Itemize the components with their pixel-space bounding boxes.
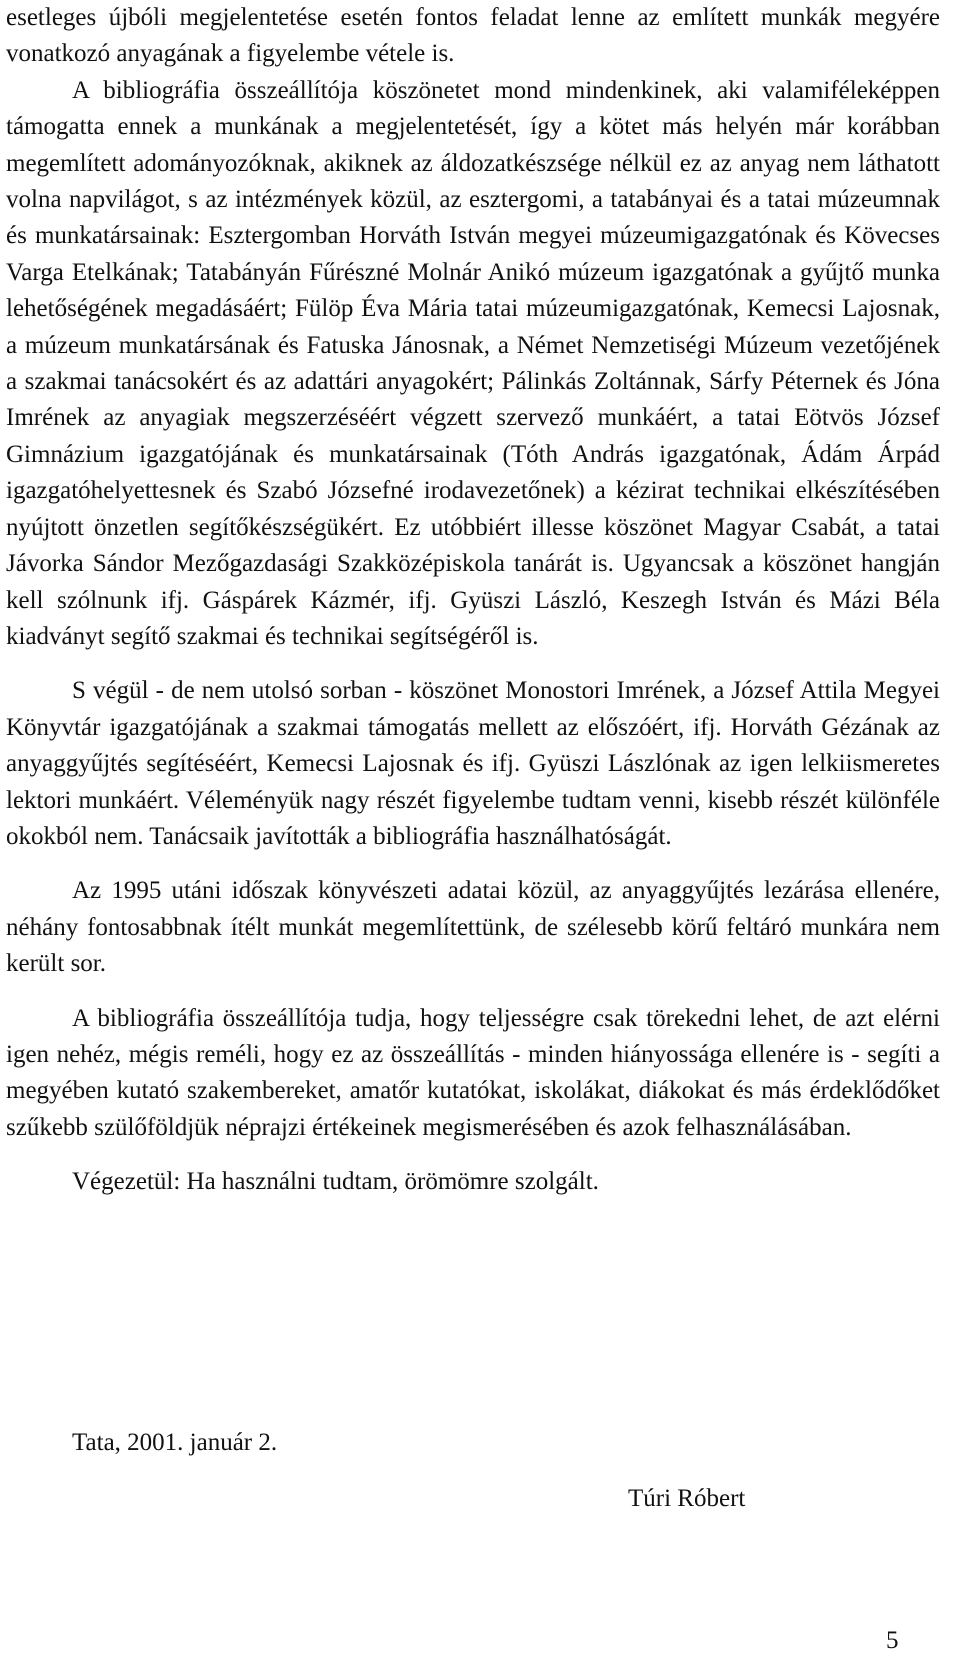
author-signature: Túri Róbert [628, 1485, 746, 1512]
paragraph-final-thanks: S végül - de nem utolsó sorban - köszönet Monostori Imrének, a József Attila Megyei Könyvtár igazgatójának a szakmai támogatás mellett az előszóért, ifj. Horváth Gézának az anyaggyűjtés segítéséért, Kemecsi Lajosnak és ifj. Gyüszi Lászlónak az igen lelkiismeretes lektori munkáért. Véleményük nagy részét figyelembe tudtam venni, kisebb részét különféle okokból nem. Tanácsaik javították a bibliográfia használhatóságát. [6, 677, 940, 850]
dateline: Tata, 2001. január 2. [72, 1429, 278, 1456]
body-text [6, 0, 940, 1201]
paragraph-closing: Végezetül: Ha használni tudtam, örömömre szolgált. [72, 1168, 599, 1196]
page-number: 5 [886, 1627, 899, 1654]
paragraph-acknowledgements: A bibliográfia összeállítója köszönetet mond mindenkinek, aki valamiféleképpen támogatta ennek a munkának a megjelentetését, így a kötet más helyén már korábban megemlített adományozóknak, akiknek az áldozatkészsége nélkül ez az anyag nem láthatott volna napvilágot, s az intézmények közül, az esztergomi, a tatabányai és a tatai múzeumnak és munkatársainak: Esztergomban Horváth István megyei múzeumigazgatónak és Kövecses Varga Etelkának; Tatabányán Fűrészné Molnár Anikó múzeum igazgatónak a gyűjtő munka lehetőségének megadásáért; Fülöp Éva Mária tatai múzeumigazgatónak, Kemecsi Lajosnak, a múzeum munkatársának és Fatuska Jánosnak, a Német Nemzetiségi Múzeum vezetőjének a szakmai tanácsokért és az adattári anyagokért; Pálinkás Zoltánnak, Sárfy Péternek és Jóna Imrének az anyagiak megszerzéséért végzett szervező munkáért, a tatai Eötvös József Gimnázium igazgatójának és munkatársainak (Tóth András igazgatónak, Ádám Árpád igazgatóhelyettesnek és Szabó Józsefné irodavezetőnek) a kézirat technikai elkészítésében nyújtott önzetlen segítőkészségükért. Ez utóbbiért illesse köszönet Magyar Csabát, a tatai Jávorka Sándor Mezőgazdasági Szakközépiskola tanárát is. Ugyancsak a köszönet hangján kell szólnunk ifj. Gáspárek Kázmér, ifj. Gyüszi László, Keszegh István és Mázi Béla kiadványt segítő szakmai és technikai segítségéről is. [6, 76, 940, 650]
paragraph-completeness: A bibliográfia összeállítója tudja, hogy teljességre csak törekedni lehet, de azt elérni igen nehéz, mégis reméli, hogy ez az összeállítás - minden hiányossága ellenére is - segíti a megyében kutató szakembereket, amatőr kutatókat, iskolákat, diákokat és más érdeklődőket szűkebb szülőföldjük néprajzi értékeinek megismerésében és azok felhasználásában. [6, 1004, 940, 1141]
paragraph-continuation: esetleges újbóli megjelentetése esetén fontos feladat lenne az említett munkák megyére vonatkozó anyagának a figyelembe vétele is. [6, 4, 940, 68]
paragraph-after-1995: Az 1995 utáni időszak könyvészeti adatai közül, az anyaggyűjtés lezárása ellenére, néhány fontosabbnak ítélt munkát megemlítettünk, de szélesebb körű feltáró munkára nem került sor. [6, 877, 940, 978]
